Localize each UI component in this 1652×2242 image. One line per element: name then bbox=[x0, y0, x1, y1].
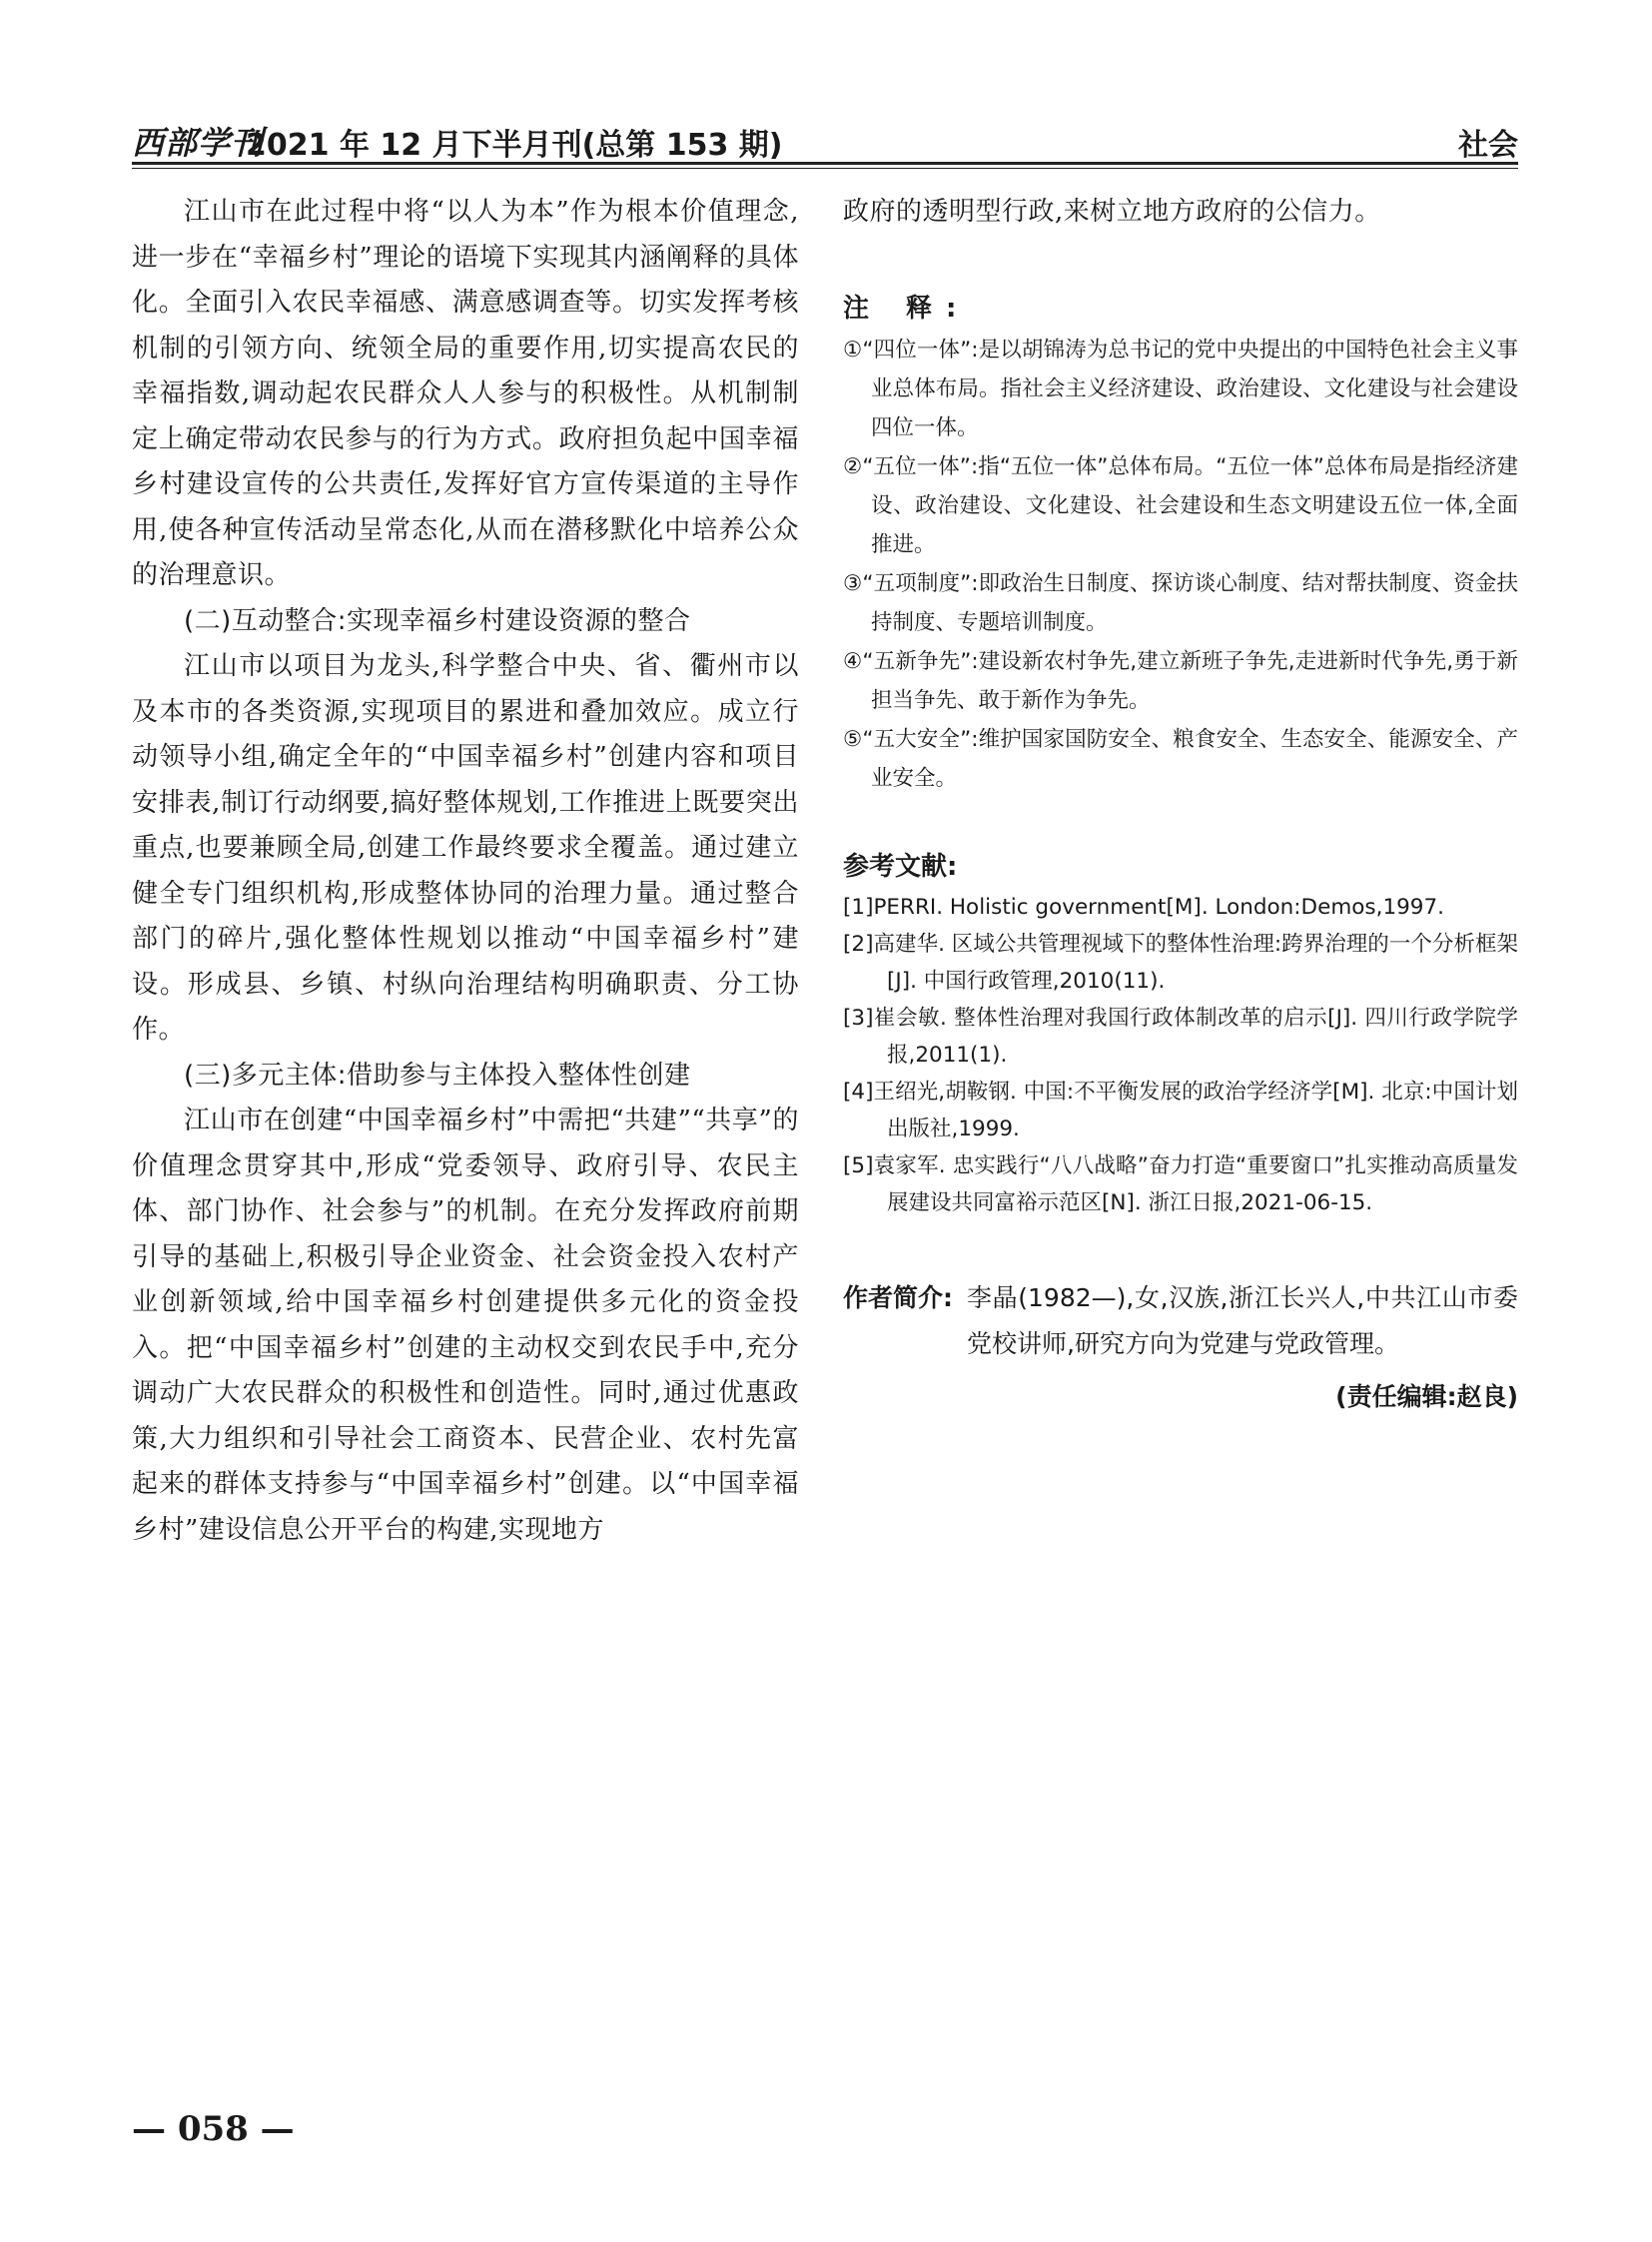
note-item: ④“五新争先”:建设新农村争先,建立新班子争先,走进新时代争先,勇于新担当争先、敢于新作为争先。 bbox=[843, 648, 1518, 713]
author-bio bbox=[843, 1275, 1518, 1367]
reference-item: [2]高建华. 区域公共管理视域下的整体性治理:跨界治理的一个分析框架[J]. 中国行政管理,2010(11). bbox=[843, 931, 1518, 994]
body-paragraph: 江山市以项目为龙头,科学整合中央、省、衢州市以及本市的各类资源,实现项目的累进和叠加效应。成立行动领导小组,确定全年的“中国幸福乡村”创建内容和项目安排表,制订行动纲要,搞好整体规划,工作推进上既要突出重点,也要兼顾全局,创建工作最终要求全覆盖。通过建立健全专门组织机构,形成整体协同的治理力量。通过整合部门的碎片,强化整体性规划以推动“中国幸福乡村”建设。形成县、乡镇、村纵向治理结构明确职责、分工协作。 bbox=[132, 651, 799, 1045]
notes-title: 注 释: bbox=[843, 293, 971, 324]
right-column bbox=[843, 190, 1518, 1413]
author-text: 李晶(1982—),女,汉族,浙江长兴人,中共江山市委党校讲师,研究方向为党建与党政管理。 bbox=[967, 1282, 1518, 1358]
body-paragraph: 江山市在此过程中将“以人为本”作为根本价值理念,进一步在“幸福乡村”理论的语境下实现其内涵阐释的具体化。全面引入农民幸福感、满意感调查等。切实发挥考核机制的引领方向、统领全局的重要作用,切实提高农民的幸福指数,调动起农民群众人人参与的积极性。从机制制定上确定带动农民参与的行为方式。政府担负起中国幸福乡村建设宣传的公共责任,发挥好官方宣传渠道的主导作用,使各种宣传活动呈常态化,从而在潜移默化中培养公众的治理意识。 bbox=[132, 197, 799, 590]
editor-credit: (责任编辑:赵良) bbox=[1335, 1381, 1518, 1411]
journal-logo: 西部学刊 bbox=[132, 124, 265, 162]
reference-item: [5]袁家军. 忠实践行“八八战略”奋力打造“重要窗口”扎实推动高质量发展建设共同富裕示范区[N]. 浙江日报,2021-06-15. bbox=[843, 1152, 1518, 1215]
left-column bbox=[132, 190, 799, 1553]
body-paragraph-continuation: 政府的透明型行政,来树立地方政府的公信力。 bbox=[843, 197, 1381, 227]
reference-item: [1]PERRI. Holistic government[M]. London:Demos,1997. bbox=[843, 894, 1444, 920]
section-label: 社会 bbox=[1458, 128, 1518, 163]
page-header bbox=[132, 112, 1518, 163]
section-subheading: (二)互动整合:实现幸福乡村建设资源的整合 bbox=[184, 605, 691, 636]
note-item: ③“五项制度”:即政治生日制度、探访谈心制度、结对帮扶制度、资金扶持制度、专题培训制度。 bbox=[843, 570, 1518, 635]
reference-item: [3]崔会敏. 整体性治理对我国行政体制改革的启示[J]. 四川行政学院学报,2011(1). bbox=[843, 1005, 1518, 1068]
body-paragraph: 江山市在创建“中国幸福乡村”中需把“共建”“共享”的价值理念贯穿其中,形成“党委领导、政府引导、农民主体、部门协作、社会参与”的机制。在充分发挥政府前期引导的基础上,积极引导企业资金、社会资金投入农村产业创新领域,给中国幸福乡村创建提供多元化的资金投入。把“中国幸福乡村”创建的主动权交到农民手中,充分调动广大农民群众的积极性和创造性。同时,通过优惠政策,大力组织和引导社会工商资本、民营企业、农村先富起来的群体支持参与“中国幸福乡村”创建。以“中国幸福乡村”建设信息公开平台的构建,实现地方 bbox=[132, 1106, 799, 1545]
reference-item: [4]王绍光,胡鞍钢. 中国:不平衡发展的政治学经济学[M]. 北京:中国计划出版社,1999. bbox=[843, 1079, 1518, 1141]
header-rule-thin bbox=[132, 168, 1518, 169]
note-item: ②“五位一体”:指“五位一体”总体布局。“五位一体”总体布局是指经济建设、政治建设、文化建设、社会建设和生态文明建设五位一体,全面推进。 bbox=[843, 453, 1518, 557]
header-rule bbox=[132, 162, 1518, 165]
note-item: ①“四位一体”:是以胡锦涛为总书记的党中央提出的中国特色社会主义事业总体布局。指社会主义经济建设、政治建设、文化建设与社会建设四位一体。 bbox=[843, 337, 1518, 440]
references-title: 参考文献: bbox=[843, 851, 958, 882]
note-item: ⑤“五大安全”:维护国家国防安全、粮食安全、生态安全、能源安全、产业安全。 bbox=[843, 726, 1518, 791]
page-number: — 058 — bbox=[132, 2109, 295, 2149]
author-label: 作者简介: bbox=[843, 1282, 953, 1312]
issue-info: 2021 年 12 月下半月刊(总第 153 期) bbox=[246, 128, 783, 163]
section-subheading: (三)多元主体:借助参与主体投入整体性创建 bbox=[184, 1060, 691, 1091]
